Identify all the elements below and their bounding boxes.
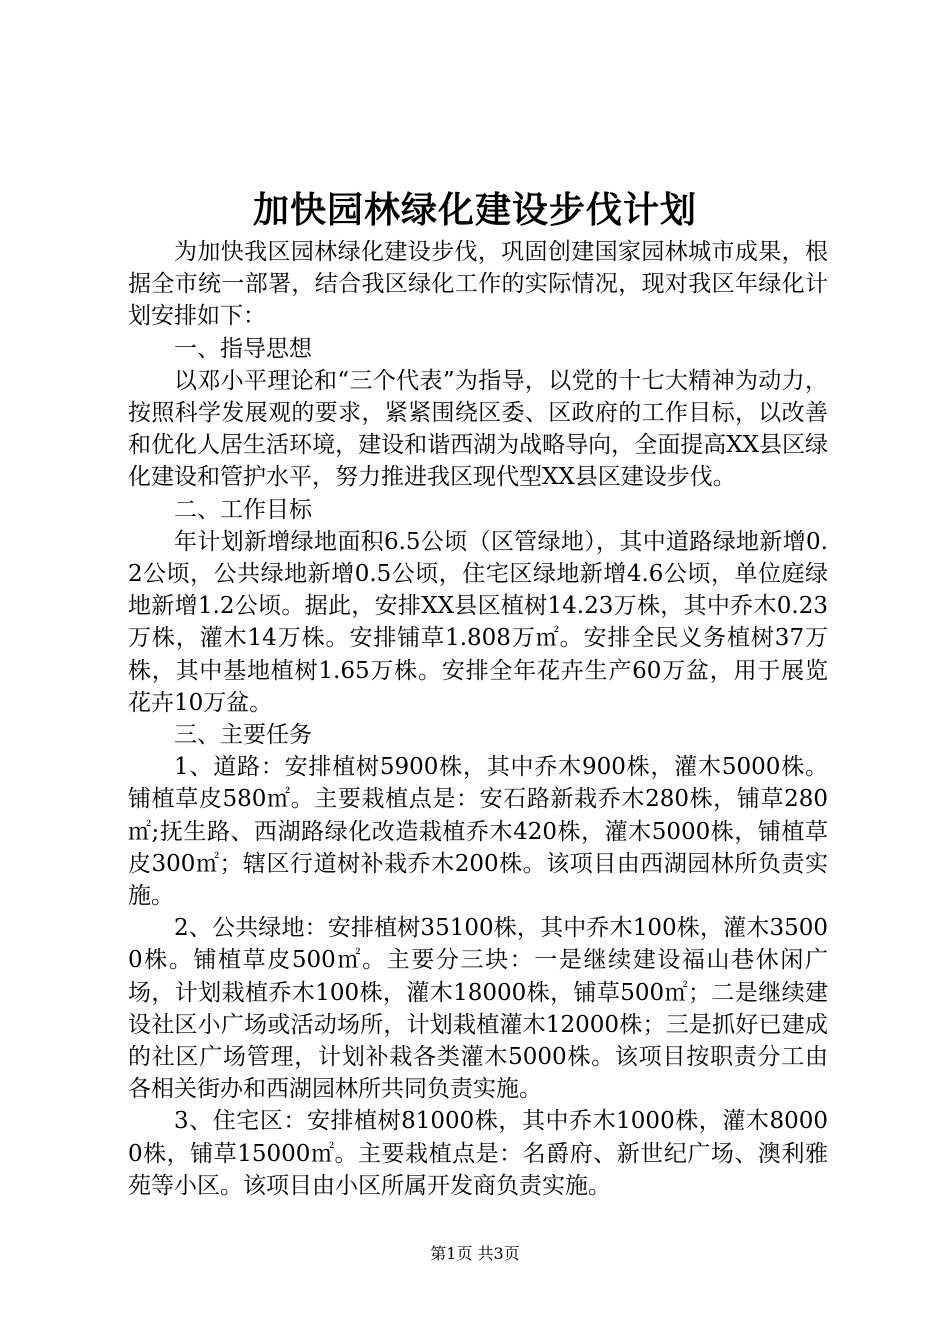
section-heading-work-goals: 二、工作目标 <box>174 496 312 523</box>
intro-paragraph: 为加快我区园林绿化建设步伐，巩固创建国家园林城市成果，根据全市统一部署，结合我区绿化工作的实际情况，现对我区年绿化计划安排如下： <box>128 239 828 330</box>
task-residential-paragraph: 3、住宅区：安排植树81000株，其中乔木1000株，灌木80000株，铺草15000㎡。主要栽植点是：名爵府、新世纪广场、澳利雅苑等小区。该项目由小区所属开发商负责实施。 <box>128 1108 828 1199</box>
document-body <box>128 236 828 1202</box>
work-goals-paragraph: 年计划新增绿地面积6.5公顷（区管绿地），其中道路绿地新增0.2公顷，公共绿地新增0.5公顷，住宅区绿地新增4.6公顷，单位庭绿地新增1.2公顷。据此，安排XX县区植树14.23万株，其中乔木0.23万株，灌木14万株。安排铺草1.808万㎡。安排全民义务植树37万株，其中基地植树1.65万株。安排全年花卉生产60万盆，用于展览花卉10万盆。 <box>128 528 828 716</box>
section-heading-main-tasks: 三、主要任务 <box>174 722 312 749</box>
document-title: 加快园林绿化建设步伐计划 <box>252 189 697 231</box>
guiding-ideology-paragraph: 以邓小平理论和“三个代表”为指导，以党的十七大精神为动力，按照科学发展观的要求，紧紧围绕区委、区政府的工作目标，以改善和优化人居生活环境，建设和谐西湖为战略导向，全面提高XX县区绿化建设和管护水平，努力推进我区现代型XX县区建设步伐。 <box>128 367 828 491</box>
page-number-footer: 第1页 共3页 <box>430 1244 520 1263</box>
section-heading-guiding-ideology: 一、指导思想 <box>174 335 312 362</box>
task-public-green-paragraph: 2、公共绿地：安排植树35100株，其中乔木100株，灌木35000株。铺植草皮500㎡。主要分三块：一是继续建设福山巷休闲广场，计划栽植乔木100株，灌木18000株，铺草500㎡；二是继续建设社区小广场或活动场所，计划栽植灌木12000株；三是抓好已建成的社区广场管理，计划补栽各类灌木5000株。该项目按职责分工由各相关街办和西湖园林所共同负责实施。 <box>128 915 828 1103</box>
task-roads-paragraph: 1、道路：安排植树5900株，其中乔木900株，灌木5000株。铺植草皮580㎡。主要栽植点是：安石路新栽乔木280株，铺草280㎡;抚生路、西湖路绿化改造栽植乔木420株，灌木5000株，铺植草皮300㎡；辖区行道树补栽乔木200株。该项目由西湖园林所负责实施。 <box>128 754 828 910</box>
